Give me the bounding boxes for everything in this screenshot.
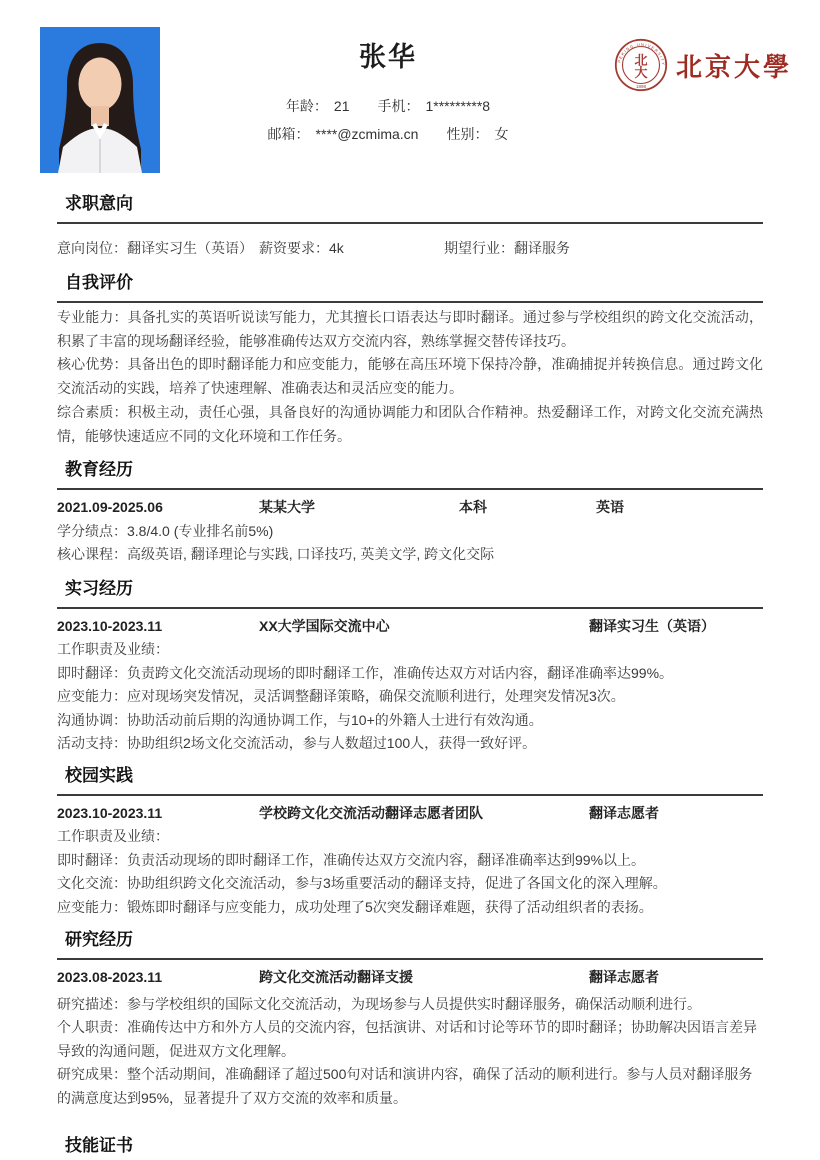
section-job-intent bbox=[57, 193, 763, 258]
self-eval-paragraph: 核心优势：具备出色的即时翻译能力和应变能力，能够在高压环境下保持冷静，准确捕捉并转换信息。通过跨文化交流活动的实践，培养了快速理解、准确表达和灵活应变的能力。 bbox=[57, 356, 763, 397]
internship-org: XX大学国际交流中心 bbox=[259, 617, 390, 634]
research-date: 2023.08-2023.11 bbox=[57, 969, 163, 986]
pku-seal-icon bbox=[614, 38, 668, 92]
intent-position: 意向岗位：翻译实习生（英语） bbox=[57, 240, 253, 256]
contact-row-1 bbox=[168, 95, 608, 117]
internship-bullet: 即时翻译：负责跨文化交流活动现场的即时翻译工作，准确传达双方对话内容，翻译准确率达99%。 bbox=[57, 664, 674, 681]
internship-subtitle: 工作职责及业绩： bbox=[57, 641, 169, 658]
campus-role: 翻译志愿者 bbox=[589, 804, 659, 821]
section-title-research: 研究经历 bbox=[65, 930, 133, 950]
campus-bullet: 应变能力：锻炼即时翻译与应变能力，成功处理了5次突发翻译难题，获得了活动组织者的表扬。 bbox=[57, 898, 653, 915]
section-internship bbox=[57, 578, 763, 756]
section-skills bbox=[57, 1135, 763, 1160]
gender-field: 性别： 女 bbox=[446, 126, 509, 142]
section-divider bbox=[57, 301, 763, 303]
svg-text:1898: 1898 bbox=[635, 84, 646, 89]
education-row bbox=[57, 496, 763, 520]
education-date: 2021.09-2025.06 bbox=[57, 499, 163, 516]
email-field: 邮箱： ****@zcmima.cn bbox=[267, 126, 419, 142]
section-self-evaluation bbox=[57, 272, 763, 448]
header-identity bbox=[168, 40, 608, 145]
research-bullet: 个人职责：准确传达中方和外方人员的交流内容，包括演讲、对话和讨论等环节的即时翻译；协助解决因语言差异导致的沟通问题，促进双方文化理解。 bbox=[57, 1019, 757, 1059]
campus-date: 2023.10-2023.11 bbox=[57, 804, 163, 821]
campus-org: 学校跨文化交流活动翻译志愿者团队 bbox=[259, 804, 483, 821]
section-title-job-intent: 求职意向 bbox=[65, 194, 133, 213]
education-school: 某某大学 bbox=[259, 499, 315, 516]
internship-bullet: 应变能力：应对现场突发情况，灵活调整翻译策略，确保交流顺利进行，处理突发情况3次。 bbox=[57, 688, 625, 705]
research-bullet: 研究描述：参与学校组织的国际文化交流活动，为现场参与人员提供实时翻译服务，确保活动顺利进行。 bbox=[57, 995, 701, 1012]
phone-field: 手机： 1*********8 bbox=[377, 98, 491, 114]
contact-row-2 bbox=[168, 123, 608, 145]
education-degree: 本科 bbox=[459, 499, 487, 516]
resume-body bbox=[0, 193, 820, 1160]
internship-row bbox=[57, 615, 763, 639]
research-bullet: 研究成果：整个活动期间，准确翻译了超过500句对话和演讲内容，确保了活动的顺利进行。参与人员对翻译服务的满意度达到95%，显著提升了双方交流的效率和质量。 bbox=[57, 1066, 753, 1106]
profile-photo bbox=[40, 27, 160, 173]
svg-text:PEKING UNIVERSITY: PEKING UNIVERSITY bbox=[616, 41, 667, 67]
campus-bullet: 即时翻译：负责活动现场的即时翻译工作，准确传达双方交流内容，翻译准确率达到99%以上。 bbox=[57, 851, 646, 868]
pku-wordmark: 北京大學 bbox=[675, 52, 792, 82]
section-title-internship: 实习经历 bbox=[65, 578, 133, 598]
section-divider bbox=[57, 222, 763, 224]
section-title-education: 教育经历 bbox=[65, 460, 133, 480]
education-gpa: 学分绩点：3.8/4.0 (专业排名前5%) bbox=[57, 522, 274, 539]
university-logo bbox=[614, 38, 792, 92]
section-campus-practice bbox=[57, 765, 763, 920]
section-divider bbox=[57, 794, 763, 796]
education-courses: 核心课程：高级英语, 翻译理论与实践, 口译技巧, 英美文学, 跨文化交际 bbox=[57, 546, 495, 563]
internship-role: 翻译实习生（英语） bbox=[589, 617, 715, 634]
section-research bbox=[57, 929, 763, 1110]
research-role: 翻译志愿者 bbox=[589, 969, 659, 986]
internship-date: 2023.10-2023.11 bbox=[57, 617, 163, 634]
campus-bullet: 文化交流：协助组织跨文化交流活动，参与3场重要活动的翻译支持，促进了各国文化的深入理解。 bbox=[57, 875, 667, 892]
research-org: 跨文化交流活动翻译支援 bbox=[259, 969, 413, 986]
section-divider bbox=[57, 488, 763, 490]
section-title-campus-practice: 校园实践 bbox=[65, 765, 133, 785]
campus-row bbox=[57, 802, 763, 826]
self-eval-paragraph: 专业能力：具备扎实的英语听说读写能力，尤其擅长口语表达与即时翻译。通过参与学校组织的跨文化交流活动，积累了丰富的现场翻译经验，能够准确传达双方交流内容，熟练掌握交替传译技巧。 bbox=[57, 309, 763, 349]
section-divider bbox=[57, 958, 763, 960]
intent-salary: 薪资要求：4k bbox=[259, 240, 344, 256]
intent-industry: 期望行业：翻译服务 bbox=[444, 240, 570, 256]
campus-subtitle: 工作职责及业绩： bbox=[57, 828, 169, 845]
education-major: 英语 bbox=[596, 499, 624, 516]
svg-text:大: 大 bbox=[634, 65, 648, 80]
research-row bbox=[57, 966, 763, 990]
section-divider bbox=[57, 607, 763, 609]
section-title-skills: 技能证书 bbox=[65, 1136, 133, 1156]
internship-bullet: 沟通协调：协助活动前后期的沟通协调工作，与10+的外籍人士进行有效沟通。 bbox=[57, 711, 543, 728]
candidate-name: 张华 bbox=[359, 42, 417, 72]
svg-text:北: 北 bbox=[634, 52, 648, 68]
internship-bullet: 活动支持：协助组织2场文化交流活动，参与人数超过100人，获得一致好评。 bbox=[57, 735, 537, 752]
job-intent-row bbox=[57, 238, 763, 258]
section-title-self-evaluation: 自我评价 bbox=[65, 273, 133, 292]
section-education bbox=[57, 459, 763, 567]
self-eval-paragraph: 综合素质：积极主动，责任心强，具备良好的沟通协调能力和团队合作精神。热爱翻译工作，对跨文化交流充满热情，能够快速适应不同的文化环境和工作任务。 bbox=[57, 403, 763, 444]
age-field: 年龄： 21 bbox=[285, 98, 350, 114]
